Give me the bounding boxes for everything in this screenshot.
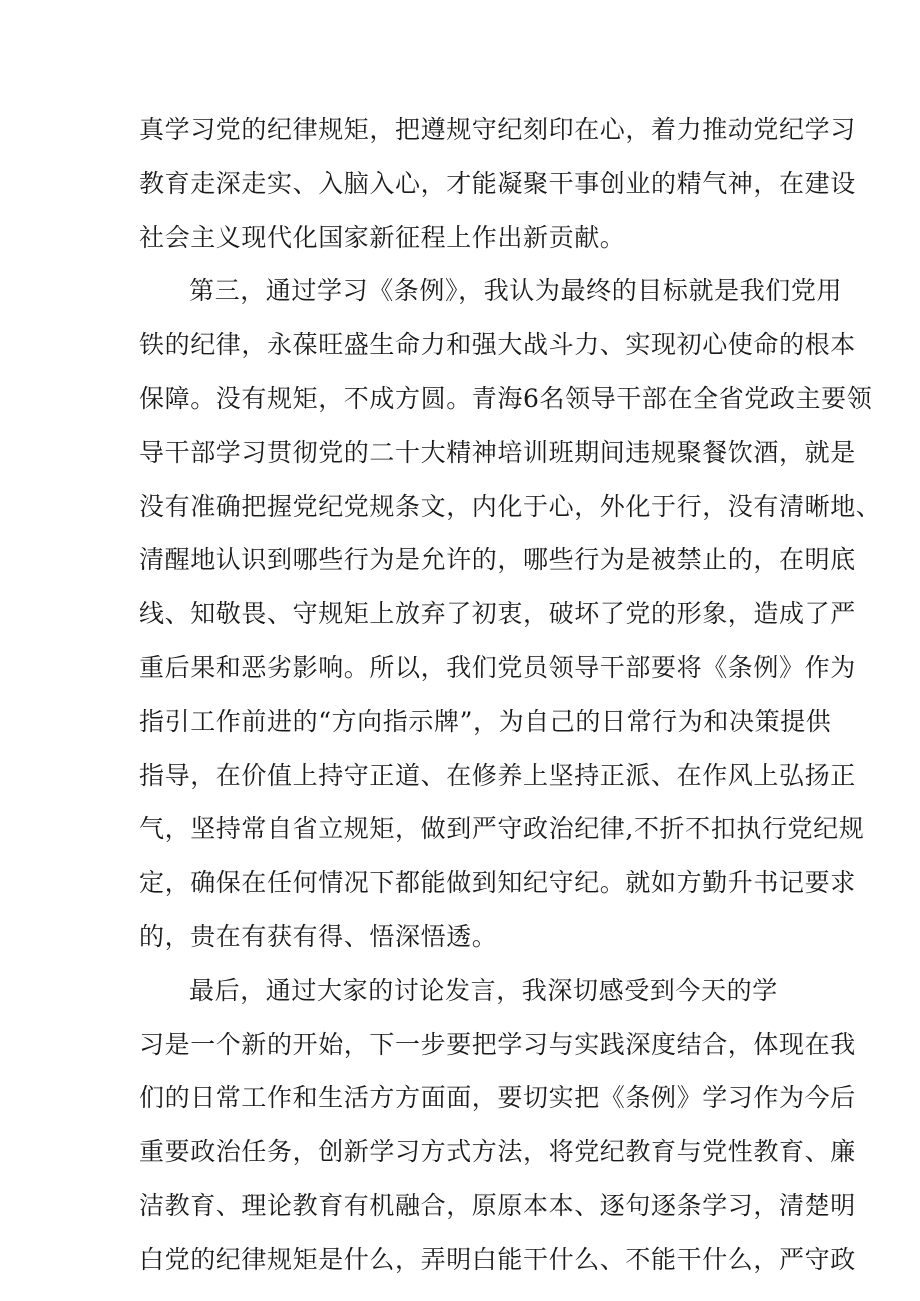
text-line: 白党的纪律规矩是什么，弄明白能干什么、不能干什么，严守政 <box>139 1244 856 1274</box>
text-line: 没有准确把握党纪党规条文，内化于心，外化于行，没有清晰地、 <box>139 491 882 521</box>
text-line: 铁的纪律，永葆旺盛生命力和强大战斗力、实现初心使命的根本 <box>139 330 856 360</box>
paragraph-start-line: 最后，通过大家的讨论发言，我深切感受到今天的学 <box>189 975 778 1005</box>
text-line: 真学习党的纪律规矩，把遵规守纪刻印在心，着力推动党纪学习 <box>139 115 856 144</box>
text-line: 重后果和恶劣影响。所以，我们党员领导干部要将《条例》作为 <box>139 652 856 682</box>
text-line: 重要政治任务，创新学习方式方法，将党纪教育与党性教育、廉 <box>139 1137 856 1167</box>
text-line: 教育走深走实、入脑入心，才能凝聚干事创业的精气神，在建设 <box>139 168 856 198</box>
body-text <box>139 103 882 1287</box>
text-line: 社会主义现代化国家新征程上作出新贡献。 <box>139 222 626 252</box>
text-line: 指导，在价值上持守正道、在修养上坚持正派、在作风上弘扬正 <box>139 760 856 790</box>
text-line: 指引工作前进的“方向指示牌”，为自己的日常行为和决策提供 <box>139 706 832 736</box>
text-line: 洁教育、理论教育有机融合，原原本本、逐句逐条学习，清楚明 <box>139 1190 856 1220</box>
text-line: 导干部学习贯彻党的二十大精神培训班期间违规聚餐饮酒，就是 <box>139 437 856 467</box>
text-line: 定，确保在任何情况下都能做到知纪守纪。就如方勤升书记要求 <box>139 868 856 898</box>
text-line: 线、知敬畏、守规矩上放弃了初衷，破坏了党的形象，造成了严 <box>139 599 856 629</box>
text-line: 的，贵在有获有得、悟深悟透。 <box>139 921 498 951</box>
text-line: 们的日常工作和生活方方面面，要切实把《条例》学习作为今后 <box>139 1083 856 1113</box>
text-line: 保障。没有规矩，不成方圆。青海6名领导干部在全省党政主要领 <box>139 383 873 413</box>
text-line: 习是一个新的开始，下一步要把学习与实践深度结合，体现在我 <box>139 1029 856 1059</box>
text-line: 气，坚持常自省立规矩，做到严守政治纪律,不折不扣执行党纪规 <box>139 814 865 844</box>
text-line: 清醒地认识到哪些行为是允许的，哪些行为是被禁止的，在明底 <box>139 545 856 575</box>
paragraph-start-line: 第三，通过学习《条例》，我认为最终的目标就是我们党用 <box>189 276 843 306</box>
